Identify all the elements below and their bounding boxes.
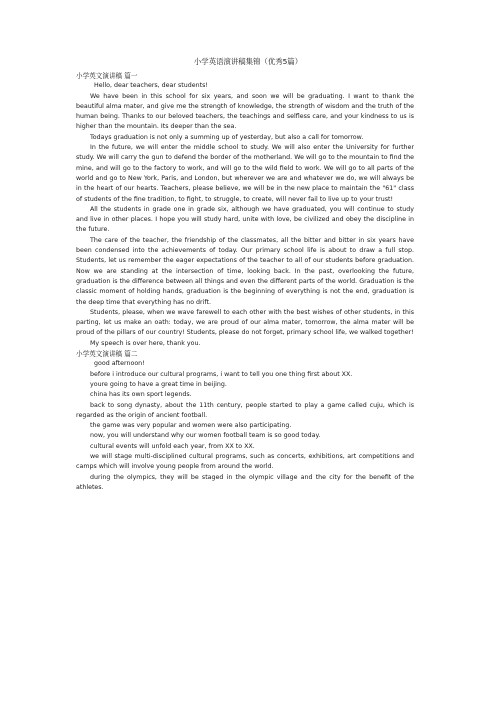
paragraph: My speech is over here, thank you.	[90, 339, 201, 347]
paragraph: Todays graduation is not only a summing up of yesterday, but also a call for tomorrow.	[90, 133, 364, 141]
paragraph: the game was very popular and women were also participating.	[90, 422, 292, 430]
paragraph: We have been in this school for six years, and soon we will be graduating. I want to thank the beautiful alma mater, and give me the strength of knowledge, the strength of wisdom and the truth of the human being. Thanks to our beloved teachers, the teachings and selfless care, and your kindness to us is higher than the mountain. Its deeper than the sea.	[76, 92, 414, 131]
paragraph: before i introduce our cultural programs, i want to tell you one thing first about XX.	[90, 370, 353, 378]
paragraph: Students, please, when we wave farewell to each other with the best wishes of other students, in this parting, let us make an oath: today, we are proud of our alma mater, tomorrow, the alma mater will be proud of the pillars of our country! Students, please do not forget, primary school life, we walked together!	[76, 308, 414, 337]
paragraph: we will stage multi-disciplined cultural programs, such as concerts, exhibitions, art competitions and camps which will involve young people from around the world.	[76, 452, 414, 471]
section-heading: 小学英文演讲稿 篇二	[76, 350, 138, 359]
paragraph: now, you will understand why our women football team is so good today.	[90, 432, 321, 440]
paragraph: china has its own sport legends.	[90, 391, 192, 399]
paragraph: The care of the teacher, the friendship of the classmates, all the bitter and bitter in six years have been condensed into the achievements of today. Our primary school life is about to draw a full stop. Students, let us remember the eager expectations of the teacher to all of our students before graduation. Now we are standing at the intersection of time, looking back. In the past, overlooking the future, graduation is the difference between all things and even the different parts of the world. Graduation is the classic moment of holding hands, graduation is the beginning of everything is not the end, graduation is the deep time that everything has no drift.	[76, 236, 414, 306]
document-body	[76, 71, 414, 493]
section-heading: 小学英文演讲稿 篇一	[76, 72, 138, 80]
paragraph: back to song dynasty, about the 11th century, people started to play a game called cuju, which is regarded as the origin of ancient football.	[76, 401, 414, 419]
greeting: good afternoon!	[94, 360, 145, 368]
paragraph: All the students in grade one in grade six, although we have graduated, you will continue to study and live in other places. I hope you will study hard, unite with love, be civilized and obey the discipline in the future.	[76, 205, 414, 234]
paragraph: during the olympics, they will be staged in the olympic village and the city for the benefit of the athletes.	[76, 473, 414, 491]
paragraph: In the future, we will enter the middle school to study. We will also enter the University for further study. We will carry the gun to defend the border of the motherland. We will go to the mountain to find the mine, and will go to the factory to work, and will go to the wild field to work. We will go to all parts of the world and go to New York, Paris, and London, but wherever we are and whatever we do, we will always be in the heart of our hearts. Teachers, please believe, we will be in the new place to maintain the "61" class of students of the fine tradition, to fight, to struggle, to create, will never fail to live up to your trust!	[76, 144, 414, 203]
paragraph: youre going to have a great time in beijing.	[90, 380, 227, 388]
document-title: 小学英语演讲稿集锦（优秀5篇）	[193, 57, 303, 66]
paragraph: cultural events will unfold each year, from XX to XX.	[90, 442, 255, 450]
greeting: Hello, dear teachers, dear students!	[94, 82, 208, 90]
